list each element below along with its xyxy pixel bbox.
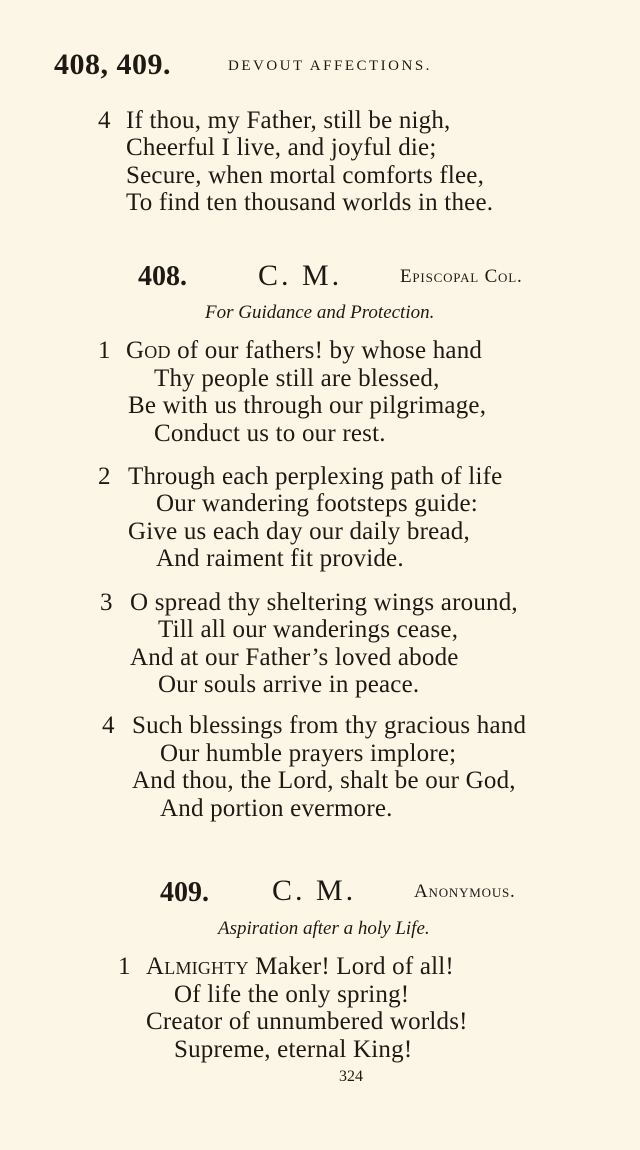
verse-number: 4 [98,107,111,134]
verse-number: 1 [118,953,131,980]
verse-line: Give us each day our daily bread, [128,518,470,545]
verse-line: And portion evermore. [160,795,393,822]
verse-line [126,337,482,365]
verse-line: O spread thy sheltering wings around, [130,589,518,616]
hymn-author: Anonymous. [414,881,516,902]
verse-line: Through each perplexing path of life [128,463,503,490]
verse-line: And thou, the Lord, shalt be our God, [132,767,516,794]
first-line-rest: of our fathers! by whose hand [170,337,483,364]
verse-line: And at our Father’s loved abode [130,644,459,671]
header-title: DEVOUT AFFECTIONS. [228,58,432,74]
verse-line: Be with us through our pilgrimage, [128,392,487,419]
verse-line: Supreme, eternal King! [174,1036,413,1063]
verse-line: If thou, my Father, still be nigh, [126,107,451,134]
verse-line: And raiment fit provide. [156,545,404,572]
hymn-meter: C. M. [272,874,357,907]
verse-line: Our souls arrive in peace. [158,671,420,698]
hymn-meter: C. M. [258,259,343,292]
verse-line [146,953,454,981]
first-word-smallcaps: God [126,337,171,364]
hymn-subtitle: For Guidance and Protection. [205,302,435,323]
hymn-subtitle: Aspiration after a holy Life. [218,918,430,939]
verse-line: To find ten thousand worlds in thee. [126,189,494,216]
verse-line: Cheerful I live, and joyful die; [126,134,437,161]
verse-line: Such blessings from thy gracious hand [132,712,527,739]
verse-line: Our humble prayers implore; [160,740,457,767]
verse-line: Conduct us to our rest. [154,420,386,447]
page-number: 324 [339,1068,363,1085]
verse-line: Creator of unnumbered worlds! [146,1008,468,1035]
header-hymn-numbers: 408, 409. [54,48,171,81]
first-line-rest: Maker! Lord of all! [248,953,454,980]
verse-line: Of life the only spring! [174,981,410,1008]
verse-number: 3 [100,589,113,616]
verse-line: Our wandering footsteps guide: [156,490,478,517]
verse-line: Till all our wanderings cease, [158,616,459,643]
first-word-smallcaps: Almighty [146,953,249,980]
hymn-number: 409. [160,877,209,908]
verse-line: Secure, when mortal comforts flee, [126,162,485,189]
verse-number: 4 [102,712,115,739]
verse-number: 2 [98,463,111,490]
hymn-author: Episcopal Col. [400,266,523,287]
hymn-number: 408. [138,261,187,292]
verse-line: Thy people still are blessed, [154,365,440,392]
verse-number: 1 [98,337,111,364]
